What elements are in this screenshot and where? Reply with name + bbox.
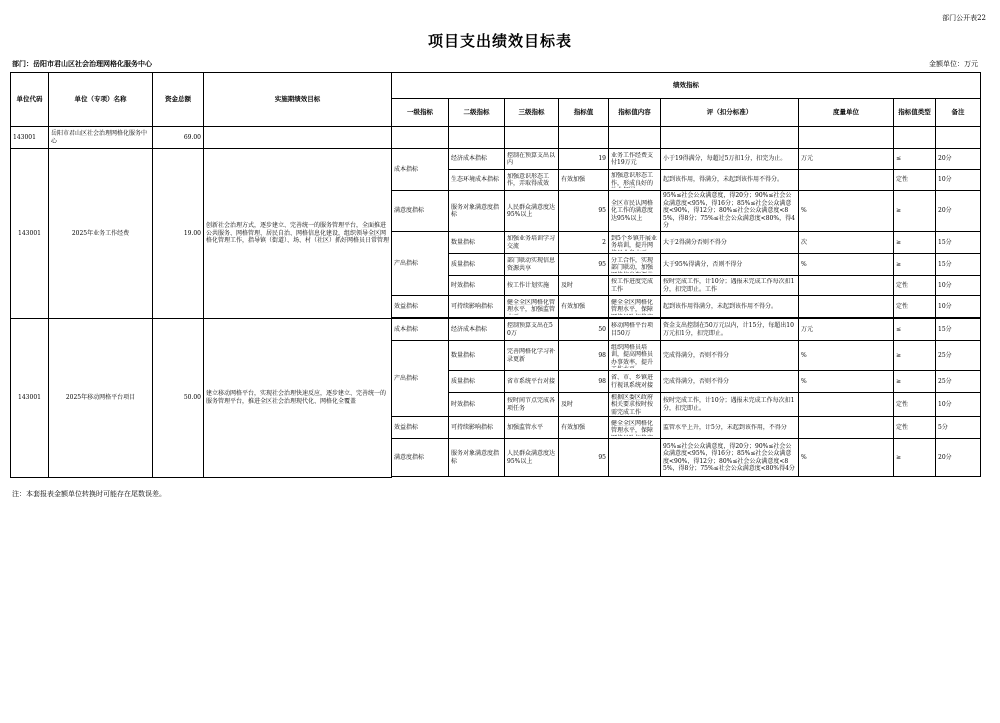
level2-cell: 质量指标 (449, 254, 505, 276)
value-type-cell: ≥ (894, 254, 936, 276)
level3-cell: 人民群众满意度达95%以上 (505, 191, 559, 232)
value-cell: 有效加强 (559, 296, 609, 318)
page-code: 部门公开表22 (942, 14, 986, 22)
level3-cell: 加强监管水平 (505, 417, 559, 439)
remark-cell: 20分 (936, 439, 981, 477)
level3-cell: 控制在预算支出以内 (505, 149, 559, 170)
level3-cell: 加强业务培训学习交流 (505, 232, 559, 254)
level2-cell: 数量指标 (449, 232, 505, 254)
value-cell: 及时 (559, 393, 609, 417)
org-code: 143001 (11, 127, 49, 149)
value-cell: 2 (559, 232, 609, 254)
measure-unit-cell: % (799, 341, 894, 371)
level1-cell: 效益指标 (392, 417, 449, 439)
value-type-cell: 定性 (894, 276, 936, 296)
project-funds: 19.00 (153, 149, 204, 319)
scoring-cell: 完成得满分，否则不得分 (661, 341, 799, 371)
level2-cell: 服务对象满意度指标 (449, 439, 505, 477)
header-content: 指标值内容 (609, 99, 661, 127)
level2-cell: 可持续影响指标 (449, 296, 505, 318)
measure-unit-cell (799, 170, 894, 191)
level3-cell: 部门联动实现信息资源共享 (505, 254, 559, 276)
scoring-cell: 按时完成工作，计10分；遇报未完成工作每次扣1分，扣完即止。 (661, 393, 799, 417)
measure-unit-cell: 万元 (799, 149, 894, 170)
content-cell: 按工作进度完成工作 (609, 276, 661, 296)
page-title: 项目支出绩效目标表 (427, 32, 572, 50)
remark-cell: 5分 (936, 417, 981, 439)
value-cell: 19 (559, 149, 609, 170)
value-type-cell: 定性 (894, 170, 936, 191)
level3-cell: 加强意识形态工作，弄取得成效 (505, 170, 559, 191)
content-cell: 组织网格员培训，提高网格员办事效率，提升 (609, 341, 661, 371)
scoring-cell: 监管水平上升，计5分，未起到该作用，不得分 (661, 417, 799, 439)
value-cell: 98 (559, 371, 609, 393)
department-label: 部门：岳阳市君山区社会治理网格化服务中心 (12, 59, 152, 68)
level1-cell: 产出指标 (392, 341, 449, 417)
remark-cell: 10分 (936, 296, 981, 318)
footnote: 注：本套报表金额单位转换时可能存在尾数误差。 (12, 490, 166, 498)
table-row (11, 319, 981, 341)
project-name: 2025年移动网格平台项目 (49, 319, 153, 478)
value-type-cell: ≥ (894, 439, 936, 477)
level3-cell: 完善网格化学习补录更新 (505, 341, 559, 371)
scoring-cell: 起到该作用，得满分，未起到该作用不得分。 (661, 170, 799, 191)
content-cell: 移动网格平台项目50万 (609, 319, 661, 341)
level3-cell: 人民群众满意度达95%以上 (505, 439, 559, 477)
scoring-cell: 大于2得满分否则不得分 (661, 232, 799, 254)
level2-cell: 数量指标 (449, 341, 505, 371)
scoring-cell: 按时完成工作，计10分；遇报未完成工作每次扣1分，扣完即止。工作 (661, 276, 799, 296)
remark-cell: 25分 (936, 371, 981, 393)
value-cell: 有效加强 (559, 170, 609, 191)
value-type-cell: 定性 (894, 393, 936, 417)
remark-cell: 15分 (936, 232, 981, 254)
remark-cell: 15分 (936, 254, 981, 276)
measure-unit-cell (799, 393, 894, 417)
remark-cell: 10分 (936, 276, 981, 296)
project-name: 2025年业务工作经费 (49, 149, 153, 319)
level1-cell: 效益指标 (392, 296, 449, 318)
level2-cell: 质量指标 (449, 371, 505, 393)
remark-cell: 20分 (936, 149, 981, 170)
level2-cell: 时效指标 (449, 393, 505, 417)
measure-unit-cell: 万元 (799, 319, 894, 341)
value-cell: 95 (559, 191, 609, 232)
level1-cell: 成本指标 (392, 149, 449, 191)
level3-cell: 健全全区网格化管理水平，加强监管 (505, 296, 559, 318)
measure-unit-cell: % (799, 371, 894, 393)
level2-cell: 生态环境成本指标 (449, 170, 505, 191)
value-type-cell: ≥ (894, 341, 936, 371)
remark-cell: 15分 (936, 319, 981, 341)
header-unit-name: 单位（专项）名称 (49, 73, 153, 127)
scoring-cell: 资金支出控制在50万元以内，计15分，每超出10万元扣1分，扣完即止。 (661, 319, 799, 341)
project-funds: 50.00 (153, 319, 204, 478)
content-cell: 健全全区网格化管理水平，保障 (609, 296, 661, 318)
level2-cell: 经济成本指标 (449, 149, 505, 170)
value-type-cell: 定性 (894, 296, 936, 318)
value-type-cell: ≤ (894, 149, 936, 170)
measure-unit-cell: 次 (799, 232, 894, 254)
scoring-cell: 起到该作用得满分，未起到该作用不得分。 (661, 296, 799, 318)
value-cell: 50 (559, 319, 609, 341)
project-goal: 建立移动网格平台，实现社会治理快速反应，逐步建立、完善统一的服务管理平台，推进全区社会治理现代化、网格化全覆盖 (204, 319, 392, 478)
header-indicators: 绩效指标 (392, 73, 981, 99)
content-cell: 全区市民认网格化工作的满意度达95%以上 (609, 191, 661, 232)
value-cell: 95 (559, 439, 609, 477)
level1-cell: 满意度指标 (392, 191, 449, 232)
project-code: 143001 (11, 319, 49, 478)
table-row (11, 149, 981, 170)
scoring-cell: 大于95%得满分，否则不得分 (661, 254, 799, 276)
level3-cell: 控制预算支出在50万 (505, 319, 559, 341)
content-cell: 分工合作，实现部门联动，加强 (609, 254, 661, 276)
level3-cell: 省市系统平台对接 (505, 371, 559, 393)
value-cell: 及时 (559, 276, 609, 296)
org-row (11, 127, 981, 149)
level1-cell: 产出指标 (392, 232, 449, 296)
value-cell: 有效加强 (559, 417, 609, 439)
level2-cell: 服务对象满意度指标 (449, 191, 505, 232)
level2-cell: 时效指标 (449, 276, 505, 296)
level2-cell: 可持续影响指标 (449, 417, 505, 439)
header-level1: 一级指标 (392, 99, 449, 127)
header-remark: 备注 (936, 99, 981, 127)
header-measure-unit: 度量单位 (799, 99, 894, 127)
project-code: 143001 (11, 149, 49, 319)
level1-cell: 成本指标 (392, 319, 449, 341)
remark-cell: 10分 (936, 170, 981, 191)
value-type-cell: 定性 (894, 417, 936, 439)
measure-unit-cell (799, 296, 894, 318)
header-scoring: 评（扣分标准） (661, 99, 799, 127)
content-cell: 到5个乡镇开展业务培训，提升网 (609, 232, 661, 254)
header-level2: 二级指标 (449, 99, 505, 127)
value-type-cell: ≤ (894, 319, 936, 341)
content-cell (609, 439, 661, 477)
content-cell: 健全全区网格化管理水平，保障 (609, 417, 661, 439)
scoring-cell: 95%≤社会公众满意度，得20分；90%≤社会公众满意度<95%，得16分；85%≤社会公众满意度<90%，得12分；80%≤社会公众满意度<85%，得8分；75%≤社会公众满意度<80%，得4分 (661, 191, 799, 232)
measure-unit-cell (799, 276, 894, 296)
content-cell: 省、市、乡镇进行视讯系统对接 (609, 371, 661, 393)
scoring-cell: 小于19得满分，每超过5万扣1分，扣完为止。 (661, 149, 799, 170)
header-unit-code: 单位代码 (11, 73, 49, 127)
header-total-funds: 资金总额 (153, 73, 204, 127)
header-value-type: 指标值类型 (894, 99, 936, 127)
remark-cell: 20分 (936, 191, 981, 232)
measure-unit-cell: % (799, 254, 894, 276)
value-cell: 95 (559, 254, 609, 276)
level2-cell: 经济成本指标 (449, 319, 505, 341)
scoring-cell: 完成得满分，否则不得分 (661, 371, 799, 393)
header-goal: 实施期绩效目标 (204, 73, 392, 127)
measure-unit-cell: % (799, 439, 894, 477)
level3-cell: 按时间节点完成各项任务 (505, 393, 559, 417)
unit-label: 金额单位：万元 (929, 60, 978, 68)
org-funds: 69.00 (153, 127, 204, 149)
measure-unit-cell (799, 417, 894, 439)
content-cell: 加强意识形态工作，形成良好的 (609, 170, 661, 191)
content-cell: 业务工作经费支付19万元 (609, 149, 661, 170)
level3-cell: 按工作计划实施 (505, 276, 559, 296)
header-value: 指标值 (559, 99, 609, 127)
performance-table (10, 72, 981, 478)
org-name: 岳阳市君山区社会治理网格化服务中心 (49, 127, 153, 149)
content-cell: 根据区委区政府相关要求按时按需完成工作 (609, 393, 661, 417)
remark-cell: 25分 (936, 341, 981, 371)
project-goal: 创新社会治理方式，逐步建立、完善统一的服务管理平台，全面推进公共服务、网格管理、居民自治、网格信息化建设，组织领导全区网格化管理工作，指导镇（街道）、场、村（社区）抓好网格员日常管理 (204, 149, 392, 319)
header-level3: 三级指标 (505, 99, 559, 127)
value-cell: 98 (559, 341, 609, 371)
scoring-cell: 95%≤社会公众满意度，得20分；90%≤社会公众满意度<95%，得16分；85%≤社会公众满意度<90%，得12分；80%≤社会公众满意度<85%，得8分；75%≤社会公众满意度<80%得4分 (661, 439, 799, 477)
level1-cell: 满意度指标 (392, 439, 449, 477)
value-type-cell: ≥ (894, 191, 936, 232)
value-type-cell: ≥ (894, 232, 936, 254)
measure-unit-cell: % (799, 191, 894, 232)
value-type-cell: ≥ (894, 371, 936, 393)
remark-cell: 10分 (936, 393, 981, 417)
